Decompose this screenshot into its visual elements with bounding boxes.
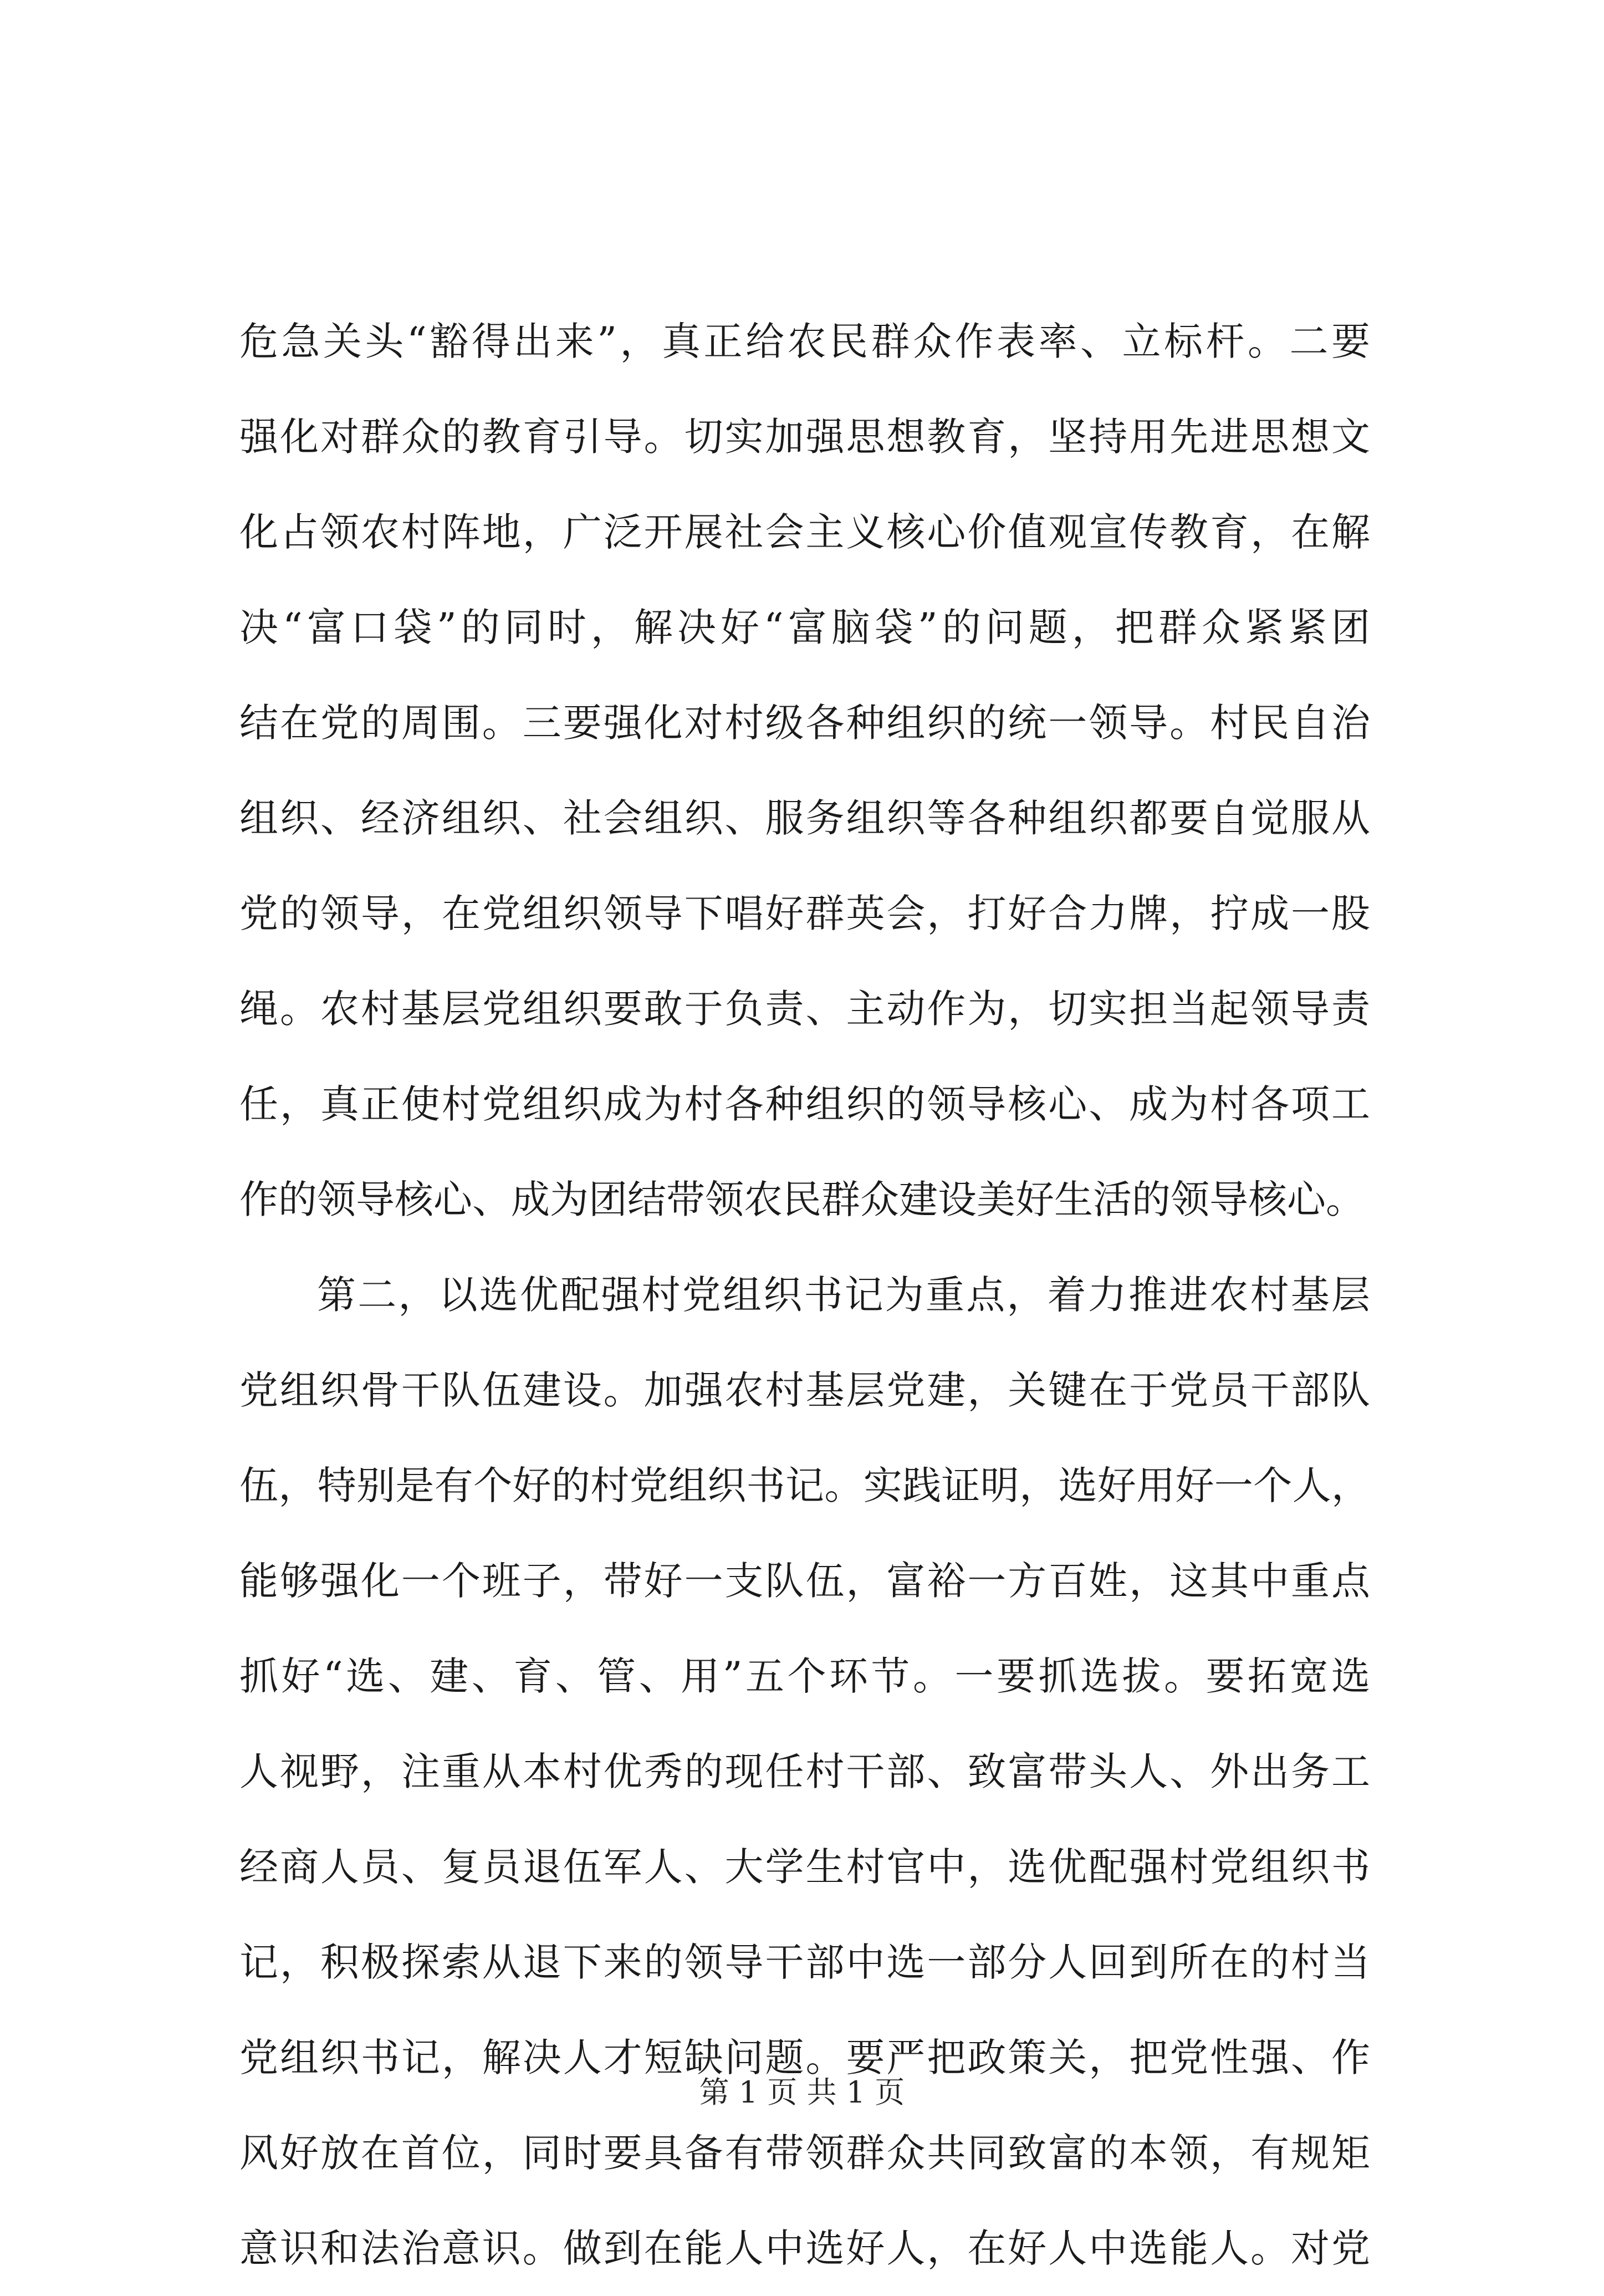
text-line: 决“富口袋”的同时，解决好“富脑袋”的问题，把群众紧紧团	[239, 605, 1370, 650]
text-line: 党的领导，在党组织领导下唱好群英会，打好合力牌，拧成一股	[239, 891, 1370, 936]
text-line: 意识和法治意识。做到在能人中选好人，在好人中选能人。对党	[239, 2226, 1370, 2271]
text-line: 能够强化一个班子，带好一支队伍，富裕一方百姓，这其中重点	[239, 1558, 1370, 1604]
text-line: 任，真正使村党组织成为村各种组织的领导核心、成为村各项工	[239, 1081, 1370, 1127]
body-text	[239, 294, 1370, 2296]
text-line: 记，积极探索从退下来的领导干部中选一部分人回到所在的村当	[239, 1940, 1370, 1985]
text-line: 人视野，注重从本村优秀的现任村干部、致富带头人、外出务工	[239, 1749, 1370, 1794]
text-line: 伍，特别是有个好的村党组织书记。实践证明，选好用好一个人，	[239, 1463, 1370, 1508]
text-line: 组织、经济组织、社会组织、服务组织等各种组织都要自觉服从	[239, 795, 1370, 841]
text-line: 危急关头“豁得出来”，真正给农民群众作表率、立标杆。二要	[239, 319, 1370, 364]
text-line: 绳。农村基层党组织要敢于负责、主动作为，切实担当起领导责	[239, 986, 1370, 1032]
paragraph-first-line: 第二，以选优配强村党组织书记为重点，着力推进农村基层	[317, 1272, 1370, 1318]
text-line: 作的领导核心、成为团结带领农民群众建设美好生活的领导核心。	[239, 1177, 1365, 1222]
text-line: 化占领农村阵地，广泛开展社会主义核心价值观宣传教育，在解	[239, 509, 1370, 555]
text-line: 强化对群众的教育引导。切实加强思想教育，坚持用先进思想文	[239, 414, 1370, 460]
text-line: 结在党的周围。三要强化对村级各种组织的统一领导。村民自治	[239, 700, 1370, 746]
text-line: 经商人员、复员退伍军人、大学生村官中，选优配强村党组织书	[239, 1844, 1370, 1890]
text-line: 抓好“选、建、育、管、用”五个环节。一要抓选拔。要拓宽选	[239, 1654, 1370, 1699]
text-line: 党组织书记，解决人才短缺问题。要严把政策关，把党性强、作	[239, 2035, 1370, 2080]
text-line: 风好放在首位，同时要具备有带领群众共同致富的本领，有规矩	[239, 2130, 1370, 2176]
text-line: 党组织骨干队伍建设。加强农村基层党建，关键在于党员干部队	[239, 1368, 1370, 1413]
page-number-footer: 第 1 页 共 1 页	[699, 2075, 905, 2110]
